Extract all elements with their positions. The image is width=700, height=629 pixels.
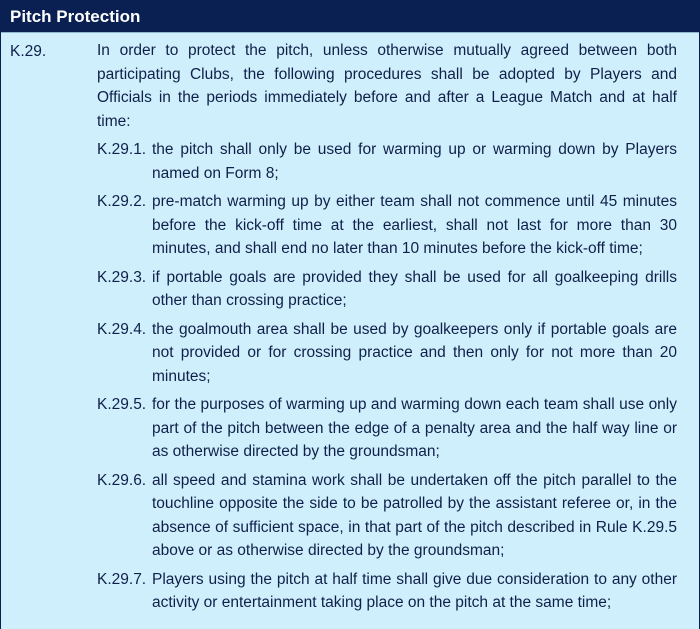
rule-number: K.29. — [10, 43, 47, 60]
sub-rule — [97, 138, 677, 185]
sub-rule-text: for the purposes of warming up and warming down each team shall use only part of the pitch between the edge of a penalty area and the half way line or as otherwise directed by the groundsman; — [152, 396, 677, 460]
sub-rule — [97, 190, 677, 261]
sub-rule — [97, 469, 677, 563]
sub-rule-number: K.29.5. — [97, 396, 147, 413]
sub-rule — [97, 568, 677, 615]
rule-intro: In order to protect the pitch, unless otherwise mutually agreed between both participating Clubs, the following procedures shall be adopted by Players and Officials in the periods immediately before and after a League Match and at half time: — [97, 42, 677, 130]
sub-rule-number: K.29.2. — [97, 193, 147, 210]
sub-rule-text: if portable goals are provided they shall be used for all goalkeeping drills other than crossing practice; — [152, 268, 677, 309]
section-title: Pitch Protection — [10, 7, 141, 26]
sub-rule-text: pre-match warming up by either team shall not commence until 45 minutes before the kick-off time at the earliest, shall not last for more than 30 minutes, and shall end no later than 10 minutes before the kick-off time; — [152, 193, 677, 257]
sub-rule-number: K.29.4. — [97, 320, 147, 338]
sub-rule — [97, 393, 677, 464]
rule-body — [1, 33, 699, 615]
sub-rule — [97, 266, 677, 313]
sub-rule — [97, 318, 677, 389]
sub-rule-text: the pitch shall only be used for warming up or warming down by Players named on Form 8; — [152, 141, 677, 182]
sub-rule-number: K.29.6. — [97, 471, 147, 489]
sub-rule-number: K.29.3. — [97, 268, 147, 286]
sub-rule-text: all speed and stamina work shall be undertaken off the pitch parallel to the touchline opposite the side to be patrolled by the assistant referee or, in the absence of sufficient space, in that part of the pitch described in Rule K.29.5 above or as otherwise directed by the groundsman; — [152, 471, 677, 559]
sub-rule-text: the goalmouth area shall be used by goalkeepers only if portable goals are not provided or for crossing practice and then only for not more than 20 minutes; — [152, 320, 677, 385]
sub-rule-number: K.29.1. — [97, 141, 147, 158]
sub-rule-text: Players using the pitch at half time shall give due consideration to any other activity or entertainment taking place on the pitch at the same time; — [152, 570, 677, 611]
sub-rule-number: K.29.7. — [97, 570, 147, 588]
section-header — [1, 0, 699, 33]
